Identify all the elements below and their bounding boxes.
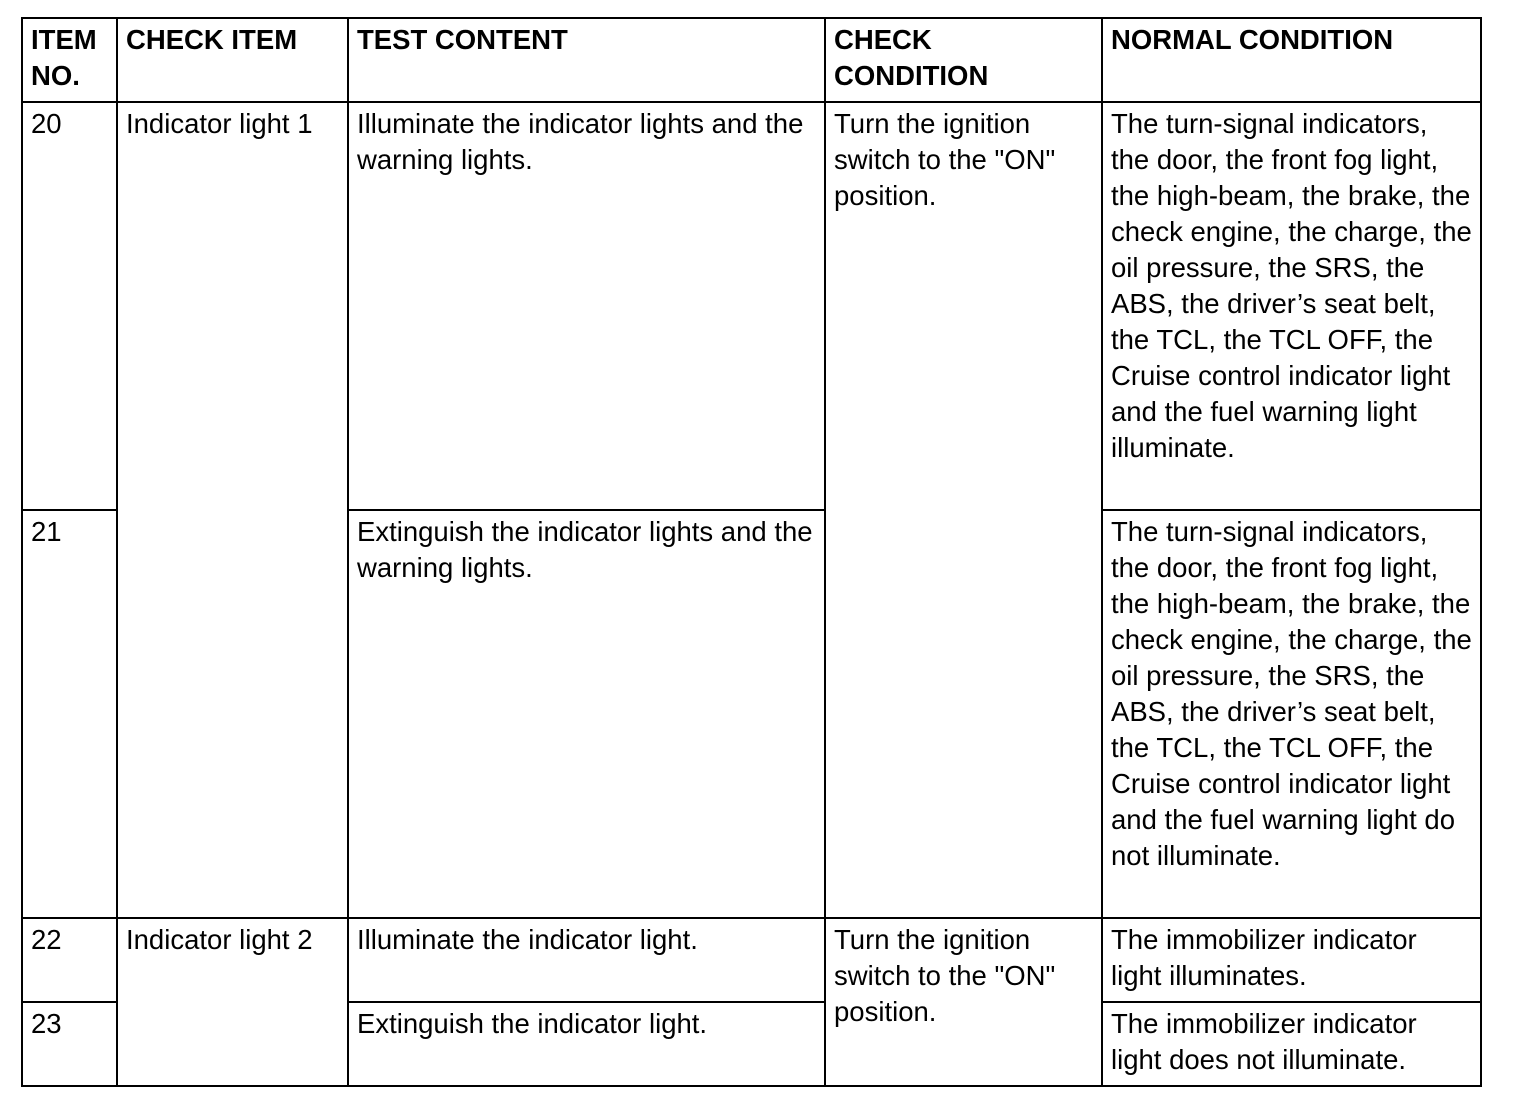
table-row — [22, 102, 1481, 510]
normal-condition-cell: The turn-signal indicators, the door, the front fog light, the high-beam, the brake, the check engine, the charge, the oil pressure, the SRS, the ABS, the driver’s seat belt, the TCL, the TCL OFF, the Cruise control indicator light and the fuel warning light do not illuminate. — [1102, 510, 1481, 918]
check-item-cell: Indicator light 2 — [117, 918, 348, 1086]
header-check-item: CHECK ITEM — [117, 18, 348, 102]
table-row — [22, 918, 1481, 1002]
header-test-content: TEST CONTENT — [348, 18, 825, 102]
item-no-cell: 20 — [22, 102, 117, 510]
normal-condition-cell: The immobilizer indicator light illuminates. — [1102, 918, 1481, 1002]
normal-condition-cell: The turn-signal indicators, the door, the front fog light, the high-beam, the brake, the check engine, the charge, the oil pressure, the SRS, the ABS, the driver’s seat belt, the TCL, the TCL OFF, the Cruise control indicator light and the fuel warning light illuminate. — [1102, 102, 1481, 510]
header-normal-condition: NORMAL CONDITION — [1102, 18, 1481, 102]
test-content-cell: Illuminate the indicator light. — [348, 918, 825, 1002]
check-table — [21, 17, 1482, 1087]
header-item-no: ITEM NO. — [22, 18, 117, 102]
check-condition-cell: Turn the ignition switch to the "ON" position. — [825, 918, 1102, 1086]
item-no-cell: 23 — [22, 1002, 117, 1086]
item-no-cell: 22 — [22, 918, 117, 1002]
check-condition-cell: Turn the ignition switch to the "ON" position. — [825, 102, 1102, 918]
header-check-condition: CHECK CONDITION — [825, 18, 1102, 102]
normal-condition-cell: The immobilizer indicator light does not illuminate. — [1102, 1002, 1481, 1086]
test-content-cell: Extinguish the indicator lights and the warning lights. — [348, 510, 825, 918]
test-content-cell: Illuminate the indicator lights and the warning lights. — [348, 102, 825, 510]
table-header-row — [22, 18, 1481, 102]
check-item-cell: Indicator light 1 — [117, 102, 348, 918]
test-content-cell: Extinguish the indicator light. — [348, 1002, 825, 1086]
item-no-cell: 21 — [22, 510, 117, 918]
